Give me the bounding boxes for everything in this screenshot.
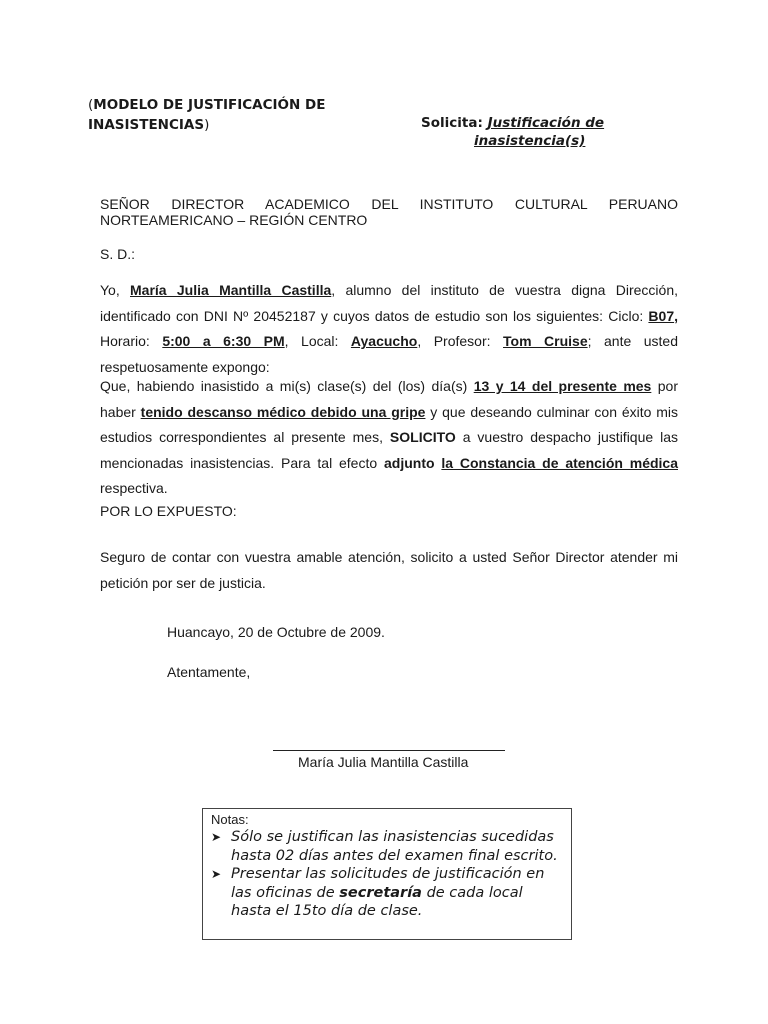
- p2-text-3: y que deseando culminar con éxito mis estudios correspondientes al presente mes,: [100, 403, 679, 445]
- note-item: [211, 828, 563, 865]
- solicita-label: Solicita:: [421, 115, 483, 131]
- p1-text-2: , alumno del instituto de vuestra digna Dirección, identificado con DNI Nº 20452187 y cuyos datos de estudio son los siguientes: Ciclo:: [100, 282, 678, 324]
- solicita-value-line2-wrap: [474, 132, 585, 150]
- model-title-line2: INASISTENCIAS: [88, 117, 205, 133]
- student-name: María Julia Mantilla Castilla: [130, 282, 332, 298]
- ciclo-separator: ,: [674, 307, 678, 324]
- note-item: [211, 865, 563, 921]
- arrow-bullet-icon: ➤: [211, 867, 222, 881]
- absence-days: 13 y 14 del presente mes: [473, 378, 652, 394]
- attached-document: la Constancia de atención médica: [441, 454, 678, 471]
- horario-value: 5:00 a 6:30 PM: [162, 333, 285, 349]
- note-item-2-text-c: de cada local hasta el 15to día de clase.: [231, 884, 523, 919]
- profesor-value: Tom Cruise: [503, 333, 588, 349]
- model-title: (MODELO DE JUSTIFICACIÓN DE INASISTENCIAS): [88, 97, 326, 133]
- paragraph-identification: [100, 278, 678, 380]
- p2-text-4: a vuestro despacho justifique las mencionadas inasistencias. Para tal efecto: [100, 429, 678, 471]
- notes-box: [202, 808, 572, 940]
- note-item-1-text: Sólo se justifican las inasistencias sucedidas hasta 02 días antes del examen final escrito.: [231, 829, 558, 864]
- p2-text-6: respectiva.: [100, 480, 168, 496]
- note-item-2-text-a: Presentar las solicitudes de justificación en las oficinas de: [231, 866, 545, 901]
- solicita-block: [421, 114, 604, 132]
- por-lo-expuesto: POR LO EXPUESTO:: [100, 503, 237, 519]
- p1-text-1: Yo,: [100, 282, 131, 298]
- p1-text-3: Horario:: [100, 333, 163, 349]
- p1-text-5: , Profesor:: [417, 333, 504, 349]
- model-title-line1: MODELO DE JUSTIFICACIÓN DE: [93, 97, 326, 113]
- p2-text-2: por haber: [100, 378, 678, 420]
- solicita-value-line1: Justificación de: [487, 115, 605, 131]
- p1-text-4: , Local:: [284, 333, 351, 349]
- solicita-value-line2: inasistencia(s): [474, 133, 586, 149]
- closing-greeting: Atentamente,: [167, 664, 251, 680]
- ciclo-value: B07: [648, 307, 675, 324]
- paragraph-closing: Seguro de contar con vuestra amable atención, solicito a usted Señor Director atender mi petición por ser de justicia.: [100, 549, 678, 591]
- signature-line: [273, 750, 505, 751]
- local-value: Ayacucho: [350, 333, 418, 349]
- notes-title: Notas:: [211, 812, 249, 827]
- salutation: S. D.:: [100, 246, 136, 262]
- arrow-bullet-icon: ➤: [211, 830, 222, 844]
- p1-text-6: ; ante usted respetuosamente expongo:: [100, 333, 679, 375]
- paragraph-request: [100, 374, 678, 502]
- date-line: Huancayo, 20 de Octubre de 2009.: [167, 624, 385, 640]
- signature-name: María Julia Mantilla Castilla: [298, 754, 469, 770]
- adjunto-keyword: adjunto: [383, 454, 435, 471]
- addressee-line2: NORTEAMERICANO – REGIÓN CENTRO: [100, 212, 368, 228]
- solicito-keyword: SOLICITO: [389, 429, 456, 445]
- note-item-2-keyword: secretaría: [339, 884, 422, 901]
- absence-reason: tenido descanso médico debido una gripe: [140, 403, 426, 420]
- notes-list: [211, 828, 563, 921]
- addressee-line1: SEÑOR DIRECTOR ACADEMICO DEL INSTITUTO CULTURAL PERUANO: [100, 196, 678, 212]
- p2-text-1: Que, habiendo inasistido a mi(s) clase(s) del (los) día(s): [100, 378, 474, 394]
